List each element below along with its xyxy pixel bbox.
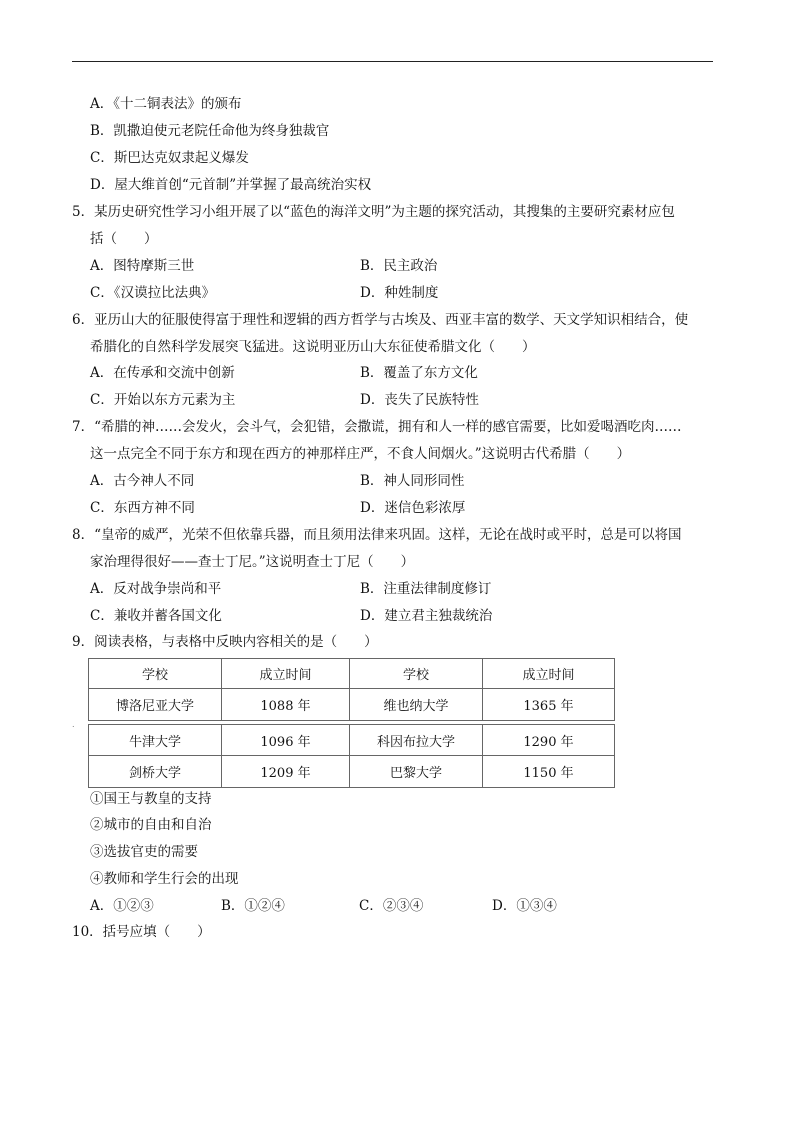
q4-option-c[interactable]: C．斯巴达克奴隶起义爆发 [90,150,249,166]
table-header-cell: 成立时间 [222,659,350,689]
table-cell: 剑桥大学 [89,756,222,788]
table-cell: 1365 年 [483,689,615,721]
table-cell: 博洛尼亚大学 [89,689,222,721]
q5-stem-line1: 5．某历史研究性学习小组开展了以“蓝色的海洋文明”为主题的探究活动，其搜集的主要研究素材应包 [72,204,675,220]
q9-stem: 9．阅读表格，与表格中反映内容相关的是（ ） [72,634,378,650]
table-header-cell: 学校 [89,659,222,689]
q9-item-3: ③选拔官吏的需要 [90,844,198,860]
q8-option-a[interactable]: A．反对战争崇尚和平 [90,581,222,597]
q8-option-c[interactable]: C．兼收并蓄各国文化 [90,608,222,624]
q7-stem-line2: 这一点完全不同于东方和现在西方的神那样庄严，不食人间烟火。”这说明古代希腊（ ） [90,446,631,462]
q6-option-c[interactable]: C．开始以东方元素为主 [90,392,236,408]
q6-option-a[interactable]: A．在传承和交流中创新 [90,365,235,381]
q7-options-row2 [90,498,710,518]
q8-options-row2 [90,606,710,626]
q6-option-b[interactable]: B．覆盖了东方文化 [360,365,478,381]
table-cell: 巴黎大学 [350,756,483,788]
table-header-cell: 学校 [350,659,483,689]
q9-table-top [88,658,615,721]
q5-option-d[interactable]: D．种姓制度 [360,285,439,301]
stray-mark: . [72,720,75,729]
q6-options-row1 [90,363,710,383]
q5-option-b[interactable]: B．民主政治 [360,258,438,274]
q9-option-a[interactable]: A．①②③ [90,898,154,914]
q7-stem-line1: 7．“希腊的神……会发火，会斗气，会犯错，会撒谎，拥有和人一样的感官需要，比如爱喝酒吃肉…… [72,419,682,435]
q4-option-d[interactable]: D．屋大维首创“元首制”并掌握了最高统治实权 [90,177,372,193]
q7-option-b[interactable]: B．神人同形同性 [360,473,465,489]
q7-option-a[interactable]: A．古今神人不同 [90,473,195,489]
q9-table-bottom [88,724,615,788]
q8-option-b[interactable]: B．注重法律制度修订 [360,581,492,597]
q4-option-b[interactable]: B．凯撒迫使元老院任命他为终身独裁官 [90,123,330,139]
header-rule [72,61,713,62]
q5-options-row1 [90,256,710,276]
table-cell: 牛津大学 [89,725,222,756]
q5-options-row2 [90,283,710,303]
q8-stem-line1: 8．“皇帝的威严，光荣不但依靠兵器，而且须用法律来巩固。这样，无论在战时或平时，总是可以将国 [72,527,682,543]
q10-stem: 10．括号应填（ ） [72,924,211,940]
table-cell: 科因布拉大学 [350,725,483,756]
q7-options-row1 [90,471,710,491]
q7-option-d[interactable]: D．迷信色彩浓厚 [360,500,466,516]
table-cell: 1150 年 [483,756,615,788]
table-row [89,689,615,721]
table-cell: 1088 年 [222,689,350,721]
q9-option-c[interactable]: C．②③④ [359,898,424,914]
table-cell: 维也纳大学 [350,689,483,721]
q9-options-row [90,896,710,916]
q6-options-row2 [90,390,710,410]
table-header-cell: 成立时间 [483,659,615,689]
q6-stem-line2: 希腊化的自然科学发展突飞猛进。这说明亚历山大东征使希腊文化（ ） [90,339,536,355]
table-row [89,725,615,756]
q5-option-c[interactable]: C．《汉谟拉比法典》 [90,285,216,301]
table-cell: 1096 年 [222,725,350,756]
q9-item-1: ①国王与教皇的支持 [90,791,212,807]
q6-option-d[interactable]: D．丧失了民族特性 [360,392,479,408]
q8-stem-line2: 家治理得很好——查士丁尼。”这说明查士丁尼（ ） [90,554,415,570]
q4-option-a[interactable]: A．《十二铜表法》的颁布 [90,96,242,112]
q5-option-a[interactable]: A．图特摩斯三世 [90,258,195,274]
q8-options-row1 [90,579,710,599]
q5-stem-line2: 括（ ） [90,231,158,247]
q9-option-b[interactable]: B．①②④ [221,898,285,914]
q9-item-4: ④教师和学生行会的出现 [90,871,239,887]
table-header-row [89,659,615,689]
table-row [89,756,615,788]
q9-item-2: ②城市的自由和自治 [90,817,212,833]
q9-option-d[interactable]: D．①③④ [492,898,557,914]
table-cell: 1209 年 [222,756,350,788]
table-cell: 1290 年 [483,725,615,756]
q7-option-c[interactable]: C．东西方神不同 [90,500,195,516]
q8-option-d[interactable]: D．建立君主独裁统治 [360,608,493,624]
q6-stem-line1: 6．亚历山大的征服使得富于理性和逻辑的西方哲学与古埃及、西亚丰富的数学、天文学知识相结合，使 [72,312,689,328]
